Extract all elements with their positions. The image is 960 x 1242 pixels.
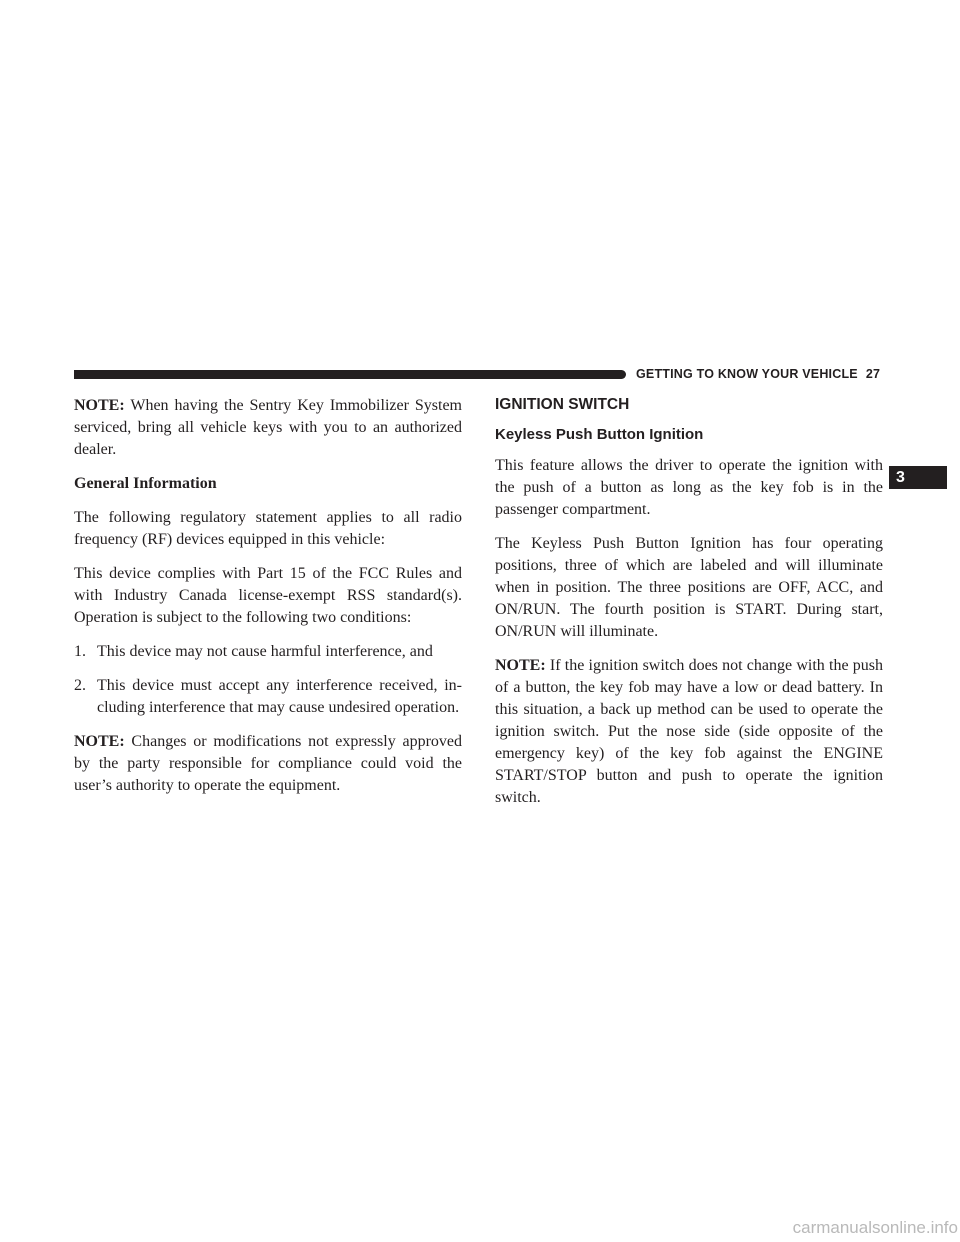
- note-label: NOTE:: [74, 397, 125, 414]
- conditions-list: [74, 641, 462, 719]
- left-column: [74, 395, 462, 809]
- note-label: NOTE:: [495, 657, 546, 674]
- list-item: [74, 675, 462, 719]
- operating-positions-paragraph: The Keyless Push Button Ignition has four operating positions, three of which are labeled and will illuminate when in position. The three positions are OFF, ACC, and ON/RUN. The fourth position is START. During start, ON/RUN will illuminate.: [495, 535, 883, 640]
- note-paragraph: [74, 731, 462, 797]
- note-text: If the ignition switch does not change with the push of a button, the key fob may have a low or dead battery. In this situation, a back up method can be used to operate the ignition switch. Put the nose side (side opposite of the emergency key) of the key fob against the ENGINE START/STOP button and push to operate the ignition switch.: [495, 657, 883, 806]
- feature-description-paragraph: This feature allows the driver to operate the ignition with the push of a button as long as the key fob is in the passenger compartment.: [495, 457, 883, 518]
- general-information-heading: General Information: [74, 475, 217, 492]
- note-text: Changes or modifications not expressly approved by the party responsible for compliance could void the user’s authority to operate the equipment.: [74, 733, 462, 794]
- page-number: 27: [865, 367, 881, 381]
- list-item-text: This device may not cause harmful interference, and: [97, 643, 433, 660]
- right-column: [495, 395, 883, 821]
- list-item-number: 1.: [74, 643, 86, 660]
- running-head: [636, 367, 886, 383]
- note-text: When having the Sentry Key Immobilizer System serviced, bring all vehicle keys with you to an authorized dealer.: [74, 397, 462, 458]
- watermark: carmanualsonline.info: [792, 1218, 958, 1237]
- note-paragraph: [495, 655, 883, 809]
- note-label: NOTE:: [74, 733, 125, 750]
- list-item-number: 2.: [74, 677, 86, 694]
- chapter-tab: 3: [889, 466, 947, 489]
- list-item: [74, 641, 462, 663]
- keyless-ignition-subheading: Keyless Push Button Ignition: [495, 426, 704, 443]
- ignition-switch-heading: IGNITION SWITCH: [495, 396, 630, 413]
- list-item-text: This device must accept any interference received, including interference that may cause undesired operation.: [97, 677, 462, 716]
- regulatory-statement-paragraph: The following regulatory statement applies to all radio frequency (RF) devices equipped in this vehicle:: [74, 509, 462, 548]
- note-paragraph: [74, 395, 462, 461]
- header-rule: [74, 370, 626, 379]
- fcc-compliance-paragraph: This device complies with Part 15 of the FCC Rules and with Industry Canada license-exempt RSS standard(s). Operation is subject to the following two conditions:: [74, 565, 462, 626]
- section-title: GETTING TO KNOW YOUR VEHICLE: [636, 367, 858, 381]
